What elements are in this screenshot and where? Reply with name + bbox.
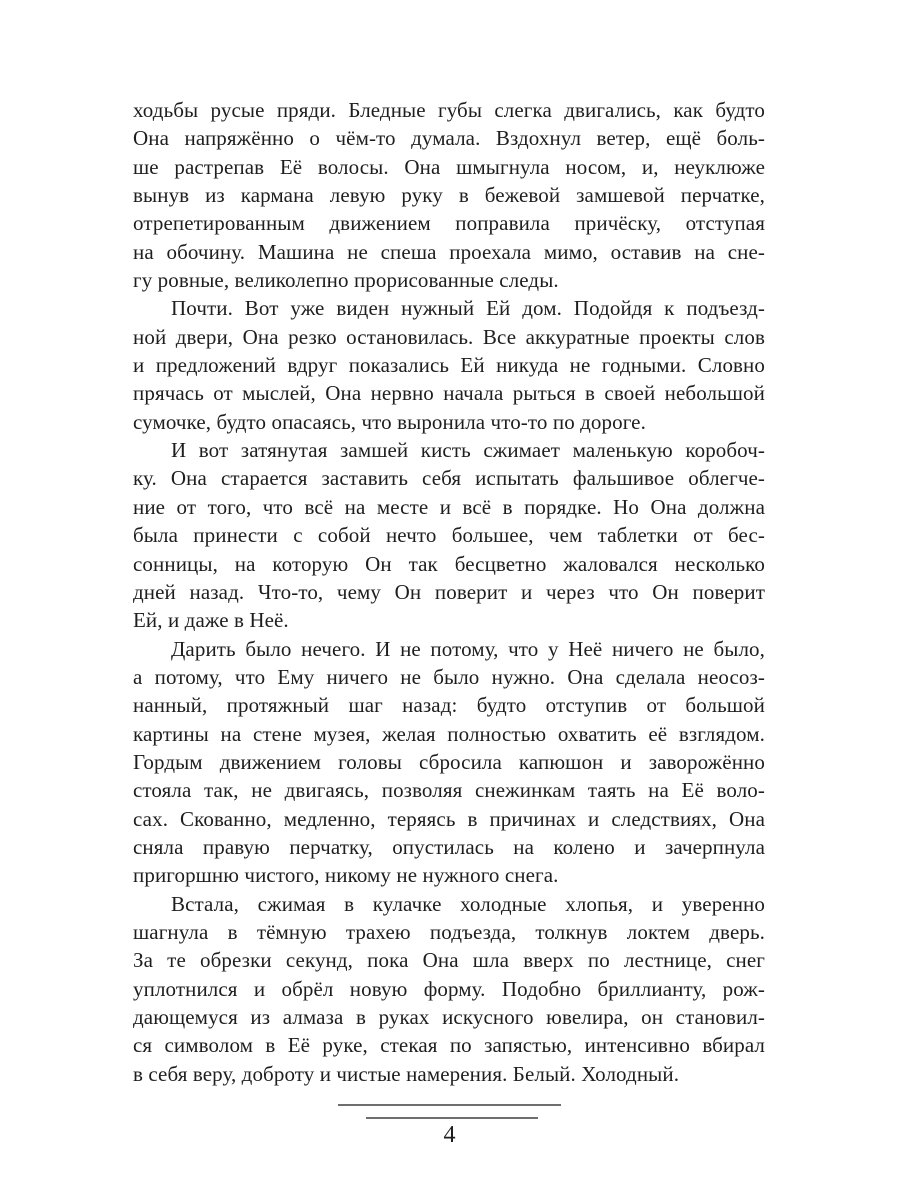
text-line: стояла так, не двигаясь, позволяя снежинкам таять на Её воло- <box>133 778 765 803</box>
paragraph <box>133 294 765 436</box>
text-line: картины на стене музея, желая полностью охватить её взглядом. <box>133 721 765 746</box>
text-line: ся символом в Её руке, стекая по запястью, интенсивно вбирал <box>133 1033 765 1058</box>
paragraph <box>133 96 765 294</box>
text-line: нанный, протяжный шаг назад: будто отступив от большой <box>133 693 765 718</box>
text-line: ние от того, что всё на месте и всё в порядке. Но Она должна <box>133 494 765 519</box>
text-line: И вот затянутая замшей кисть сжимает маленькую коробоч- <box>171 438 765 463</box>
text-line: прячась от мыслей, Она нервно начала рыться в своей небольшой <box>133 381 765 406</box>
text-line: сах. Скованно, медленно, теряясь в причинах и следствиях, Она <box>133 806 765 831</box>
text-line: Почти. Вот уже виден нужный Ей дом. Подойдя к подъезд- <box>171 296 765 321</box>
footer-divider-top <box>338 1104 561 1106</box>
text-line: ку. Она старается заставить себя испытать фальшивое облегче- <box>133 466 765 491</box>
text-line: на обочину. Машина не спеша проехала мимо, оставив на сне- <box>133 239 765 264</box>
text-line: а потому, что Ему ничего не было нужно. Она сделала неосоз- <box>133 664 765 689</box>
text-line: шагнула в тёмную трахею подъезда, толкнув локтем дверь. <box>133 919 765 944</box>
text-line: сумочке, будто опасаясь, что выронила что-то по дороге. <box>133 409 646 434</box>
text-line: дающемуся из алмаза в руках искусного ювелира, он становил- <box>133 1005 765 1029</box>
text-line: вынув из кармана левую руку в бежевой замшевой перчатке, <box>133 183 765 208</box>
page-number: 4 <box>443 1122 456 1148</box>
text-line: пригоршню чистого, никому не нужного снега. <box>133 863 559 888</box>
text-line: Дарить было нечего. И не потому, что у Неё ничего не было, <box>171 636 765 661</box>
text-line: За те обрезки секунд, пока Она шла вверх по лестнице, снег <box>133 948 765 973</box>
text-line: дней назад. Что-то, чему Он поверит и через что Он поверит <box>133 579 765 604</box>
text-line: гу ровные, великолепно прорисованные следы. <box>133 268 559 293</box>
text-line: сонницы, на которую Он так бесцветно жаловался несколько <box>133 551 765 576</box>
text-line: была принести с собой нечто большее, чем таблетки от бес- <box>133 523 765 548</box>
text-line: Ей, и даже в Неё. <box>133 608 289 633</box>
text-line: в себя веру, доброту и чистые намерения. Белый. Холодный. <box>133 1061 680 1086</box>
text-line: и предложений вдруг показались Ей никуда не годными. Словно <box>133 353 765 378</box>
text-line: ной двери, Она резко остановилась. Все аккуратные проекты слов <box>133 324 765 349</box>
text-line: ходьбы русые пряди. Бледные губы слегка двигались, как будто <box>133 98 765 122</box>
paragraph <box>133 635 765 890</box>
text-line: отрепетированным движением поправила причёску, отступая <box>133 211 765 236</box>
text-line: сняла правую перчатку, опустилась на колено и зачерпнула <box>133 834 765 859</box>
text-line: уплотнился и обрёл новую форму. Подобно бриллианту, рож- <box>133 976 765 1001</box>
text-line: Гордым движением головы сбросила капюшон и заворожённо <box>133 749 765 774</box>
paragraph <box>133 890 765 1088</box>
text-line: Встала, сжимая в кулачке холодные хлопья, и уверенно <box>171 891 765 916</box>
footer-divider-bottom <box>366 1117 538 1119</box>
text-line: Она напряжённо о чём-то думала. Вздохнул ветер, ещё боль- <box>133 126 765 151</box>
paragraph <box>133 436 765 634</box>
text-line: ше растрепав Её волосы. Она шмыгнула носом, и, неуклюже <box>133 154 765 179</box>
text-block <box>133 96 765 1088</box>
